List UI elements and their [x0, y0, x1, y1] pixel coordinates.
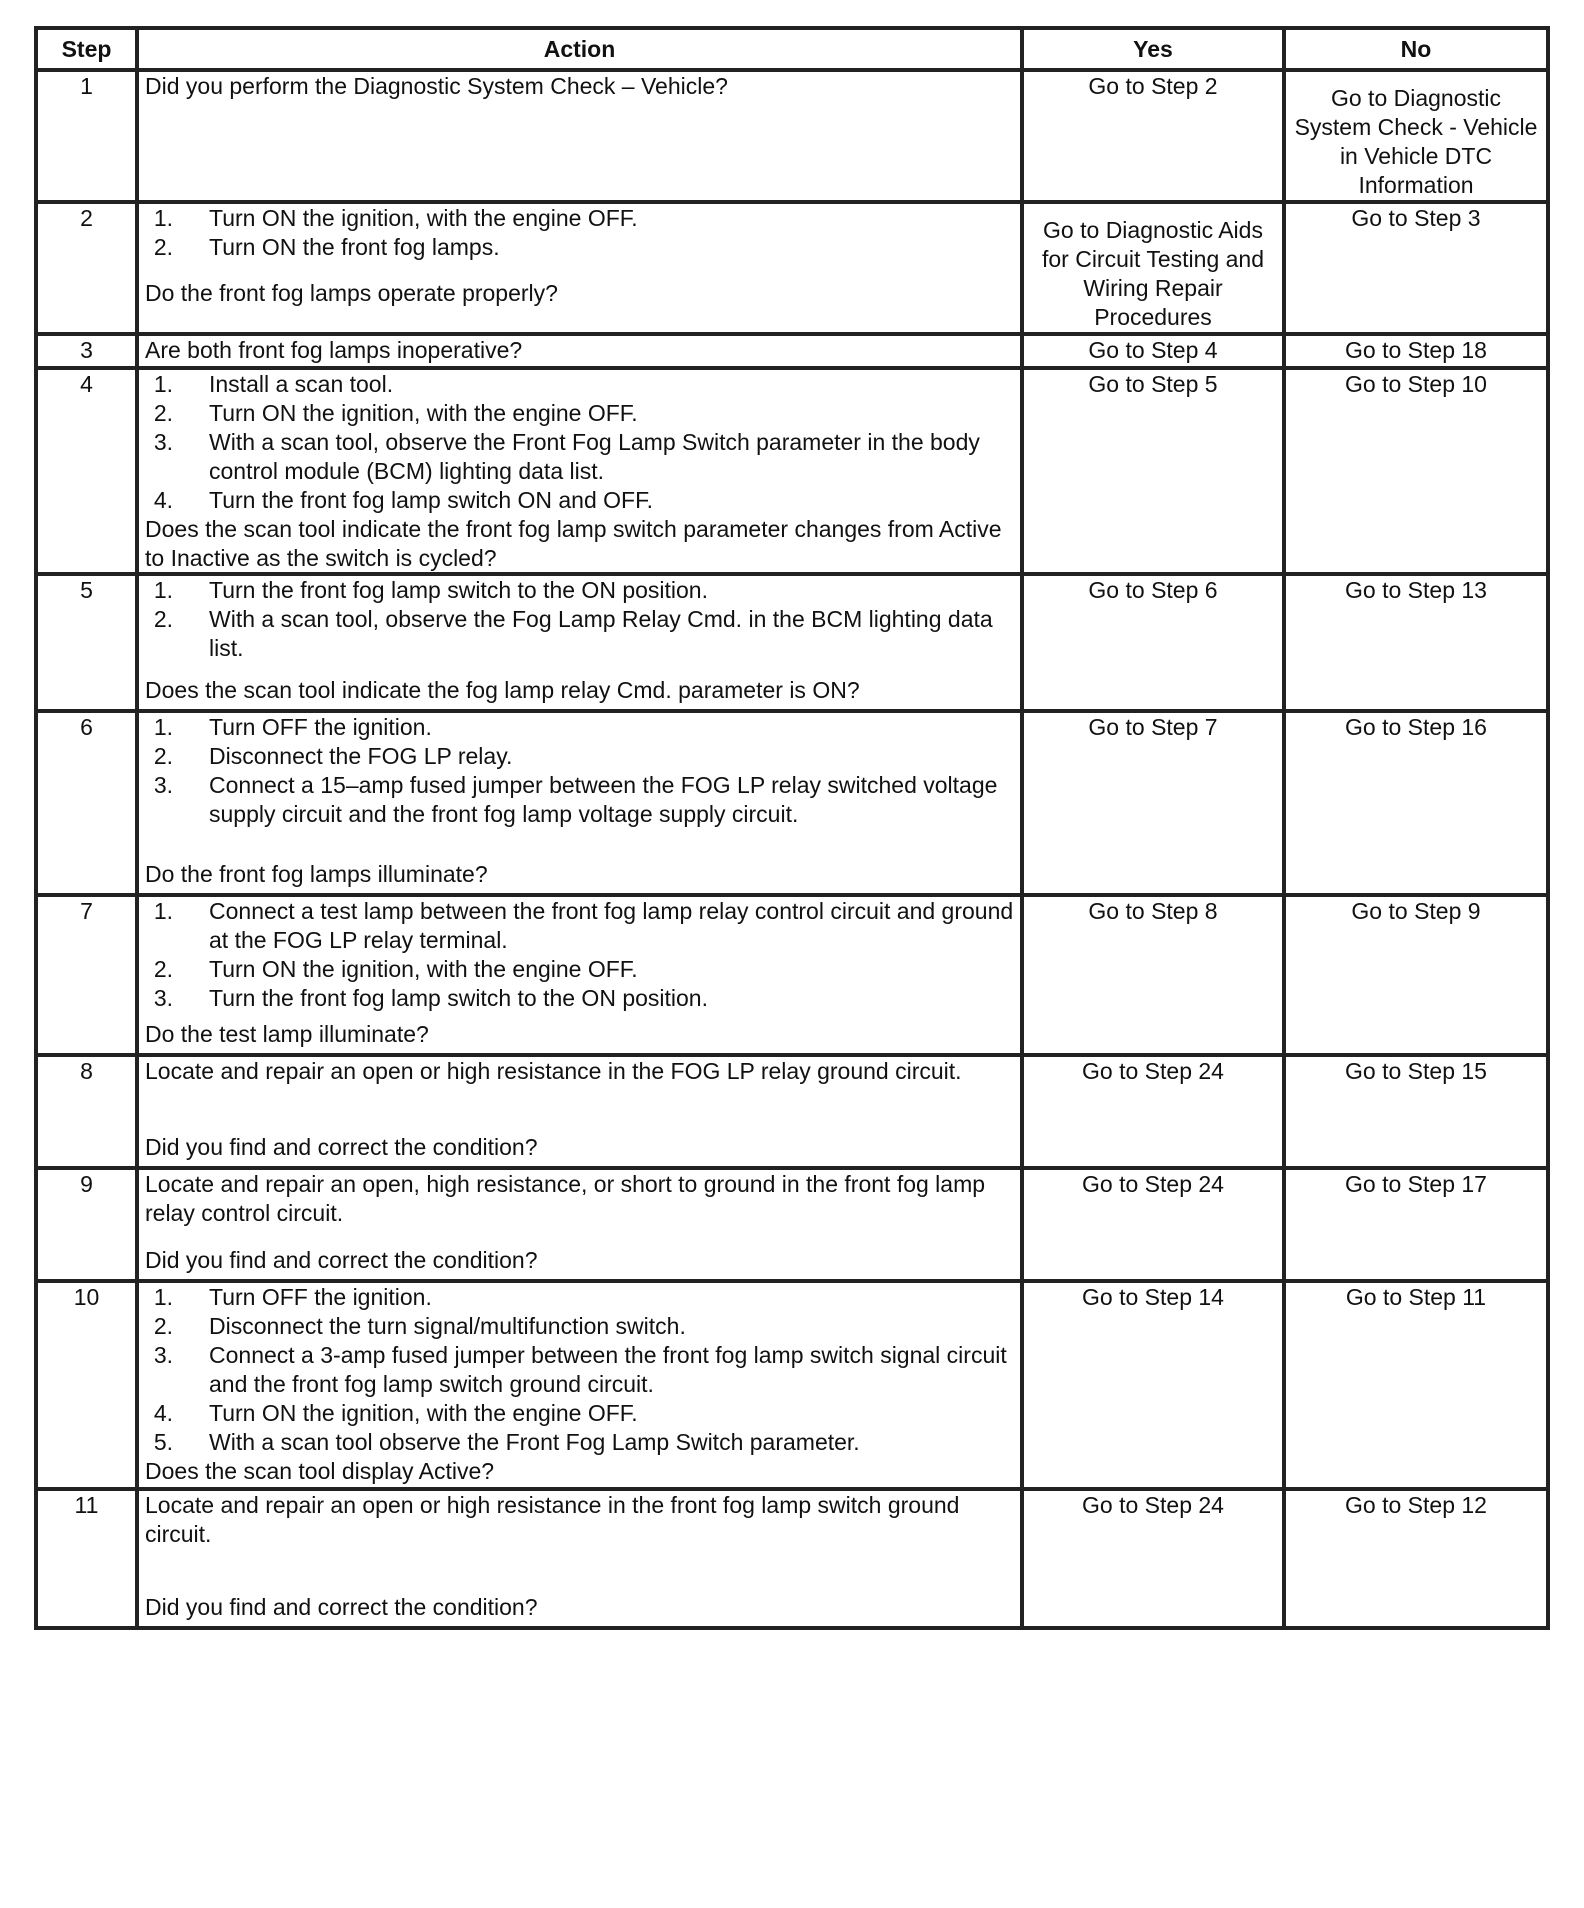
action-text: Locate and repair an open or high resistance in the FOG LP relay ground circuit. [145, 1058, 962, 1084]
action-text: Did you perform the Diagnostic System Check – Vehicle? [145, 73, 728, 99]
no-result: Go to Step 15 [1284, 1055, 1548, 1168]
action-step-item [145, 486, 1014, 515]
action-step-number: 3. [153, 985, 173, 1011]
yes-result: Go to Step 24 [1022, 1055, 1284, 1168]
action-step-item [145, 955, 1014, 984]
action-step-item [145, 576, 1014, 605]
action-step-text: Turn the front fog lamp switch to the ON position. [209, 577, 708, 603]
action-step-number: 3. [153, 772, 173, 798]
action-step-number: 1. [153, 898, 173, 924]
action-step-text: Turn ON the front fog lamps. [209, 234, 500, 260]
action-step-item [145, 399, 1014, 428]
action-text: Are both front fog lamps inoperative? [145, 337, 523, 363]
action-step-number: 3. [153, 429, 173, 455]
action-steps-list [145, 576, 1014, 663]
action-steps-list [145, 1283, 1014, 1457]
action-step-item [145, 204, 1014, 233]
action-step-text: With a scan tool, observe the Fog Lamp Relay Cmd. in the BCM lighting data list. [209, 606, 993, 661]
action-step-text: Turn ON the ignition, with the engine OFF. [209, 956, 638, 982]
step-number: 3 [36, 334, 137, 368]
step-number: 7 [36, 895, 137, 1055]
no-result: Go to Step 3 [1284, 202, 1548, 334]
action-step-text: Connect a 15–amp fused jumper between the FOG LP relay switched voltage supply circuit and the front fog lamp voltage supply circuit. [209, 772, 998, 827]
action-question: Did you find and correct the condition? [145, 1247, 538, 1273]
yes-result: Go to Step 8 [1022, 895, 1284, 1055]
action-question: Does the scan tool indicate the front fog lamp switch parameter changes from Active to Inactive as the switch is cycled? [145, 516, 1002, 571]
yes-result: Go to Step 5 [1022, 368, 1284, 574]
table-row [36, 368, 1548, 574]
no-result: Go to Step 9 [1284, 895, 1548, 1055]
table-row [36, 334, 1548, 368]
action-question: Do the front fog lamps operate properly? [145, 280, 558, 306]
action-step-number: 4. [153, 1400, 173, 1426]
action-step-number: 2. [153, 743, 173, 769]
header-action: Action [137, 28, 1022, 70]
action-step-item [145, 428, 1014, 486]
table-row [36, 1489, 1548, 1628]
table-row [36, 1168, 1548, 1281]
step-number: 8 [36, 1055, 137, 1168]
action-step-number: 5. [153, 1429, 173, 1455]
action-step-text: Install a scan tool. [209, 371, 394, 397]
action-step-number: 2. [153, 956, 173, 982]
table-row [36, 70, 1548, 202]
no-result: Go to Step 18 [1284, 334, 1548, 368]
table-row [36, 711, 1548, 895]
action-step-number: 2. [153, 234, 173, 260]
action-question: Did you find and correct the condition? [145, 1594, 538, 1620]
action-step-item [145, 1283, 1014, 1312]
yes-result: Go to Step 7 [1022, 711, 1284, 895]
no-result: Go to Diagnostic System Check - Vehicle in Vehicle DTC Information [1284, 70, 1548, 202]
step-number: 10 [36, 1281, 137, 1489]
action-step-number: 1. [153, 577, 173, 603]
action-step-item [145, 1399, 1014, 1428]
yes-result: Go to Diagnostic Aids for Circuit Testing and Wiring Repair Procedures [1022, 202, 1284, 334]
action-cell [137, 1281, 1022, 1489]
action-step-item [145, 984, 1014, 1013]
action-step-number: 2. [153, 1313, 173, 1339]
table-header-row [36, 28, 1548, 70]
table-row [36, 202, 1548, 334]
action-step-item [145, 713, 1014, 742]
table-row [36, 895, 1548, 1055]
action-cell [137, 1055, 1022, 1168]
step-number: 11 [36, 1489, 137, 1628]
action-step-text: Turn OFF the ignition. [209, 1284, 432, 1310]
action-step-item [145, 742, 1014, 771]
action-step-text: With a scan tool observe the Front Fog Lamp Switch parameter. [209, 1429, 860, 1455]
action-step-item [145, 1428, 1014, 1457]
action-cell [137, 70, 1022, 202]
action-step-item [145, 771, 1014, 829]
action-step-item [145, 1312, 1014, 1341]
action-step-text: Turn the front fog lamp switch ON and OFF. [209, 487, 653, 513]
yes-result: Go to Step 24 [1022, 1489, 1284, 1628]
action-step-number: 2. [153, 400, 173, 426]
step-number: 2 [36, 202, 137, 334]
action-step-number: 1. [153, 714, 173, 740]
action-step-item [145, 1341, 1014, 1399]
action-question: Does the scan tool indicate the fog lamp relay Cmd. parameter is ON? [145, 677, 860, 703]
action-step-text: Turn ON the ignition, with the engine OFF. [209, 205, 638, 231]
action-steps-list [145, 897, 1014, 1013]
step-number: 4 [36, 368, 137, 574]
action-step-text: Turn ON the ignition, with the engine OFF. [209, 1400, 638, 1426]
action-step-text: Disconnect the FOG LP relay. [209, 743, 513, 769]
step-number: 6 [36, 711, 137, 895]
action-cell [137, 202, 1022, 334]
no-result: Go to Step 16 [1284, 711, 1548, 895]
yes-result: Go to Step 6 [1022, 574, 1284, 711]
no-result: Go to Step 10 [1284, 368, 1548, 574]
action-step-text: Connect a 3-amp fused jumper between the front fog lamp switch signal circuit and the front fog lamp switch ground circuit. [209, 1342, 1007, 1397]
action-step-text: With a scan tool, observe the Front Fog Lamp Switch parameter in the body control module (BCM) lighting data list. [209, 429, 980, 484]
action-step-item [145, 370, 1014, 399]
action-text: Locate and repair an open, high resistance, or short to ground in the front fog lamp relay control circuit. [145, 1171, 986, 1226]
step-number: 1 [36, 70, 137, 202]
action-cell [137, 711, 1022, 895]
action-question: Did you find and correct the condition? [145, 1134, 538, 1160]
action-cell [137, 334, 1022, 368]
no-result: Go to Step 12 [1284, 1489, 1548, 1628]
header-no: No [1284, 28, 1548, 70]
action-step-number: 4. [153, 487, 173, 513]
yes-result: Go to Step 24 [1022, 1168, 1284, 1281]
action-step-item [145, 897, 1014, 955]
action-text: Locate and repair an open or high resistance in the front fog lamp switch ground circuit. [145, 1492, 960, 1547]
step-number: 5 [36, 574, 137, 711]
header-yes: Yes [1022, 28, 1284, 70]
action-steps-list [145, 204, 1014, 262]
action-step-text: Connect a test lamp between the front fog lamp relay control circuit and ground at the FOG LP relay terminal. [209, 898, 1014, 953]
action-steps-list [145, 370, 1014, 515]
action-step-text: Turn the front fog lamp switch to the ON position. [209, 985, 708, 1011]
action-step-text: Disconnect the turn signal/multifunction switch. [209, 1313, 686, 1339]
action-step-number: 2. [153, 606, 173, 632]
action-step-number: 3. [153, 1342, 173, 1368]
action-cell [137, 1168, 1022, 1281]
action-step-number: 1. [153, 205, 173, 231]
action-question: Do the test lamp illuminate? [145, 1021, 429, 1047]
no-result: Go to Step 13 [1284, 574, 1548, 711]
header-step: Step [36, 28, 137, 70]
table-row [36, 1055, 1548, 1168]
action-step-text: Turn OFF the ignition. [209, 714, 432, 740]
no-result: Go to Step 11 [1284, 1281, 1548, 1489]
action-question: Do the front fog lamps illuminate? [145, 861, 488, 887]
action-cell [137, 1489, 1022, 1628]
action-steps-list [145, 713, 1014, 829]
action-step-number: 1. [153, 371, 173, 397]
table-row [36, 1281, 1548, 1489]
step-number: 9 [36, 1168, 137, 1281]
action-question: Does the scan tool display Active? [145, 1458, 495, 1484]
action-step-number: 1. [153, 1284, 173, 1310]
action-step-text: Turn ON the ignition, with the engine OFF. [209, 400, 638, 426]
action-step-item [145, 233, 1014, 262]
action-cell [137, 574, 1022, 711]
yes-result: Go to Step 14 [1022, 1281, 1284, 1489]
diagnostic-document [34, 26, 1550, 1630]
diagnostic-table [34, 26, 1550, 1630]
yes-result: Go to Step 4 [1022, 334, 1284, 368]
table-row [36, 574, 1548, 711]
no-result: Go to Step 17 [1284, 1168, 1548, 1281]
yes-result: Go to Step 2 [1022, 70, 1284, 202]
action-cell [137, 895, 1022, 1055]
action-cell [137, 368, 1022, 574]
action-step-item [145, 605, 1014, 663]
